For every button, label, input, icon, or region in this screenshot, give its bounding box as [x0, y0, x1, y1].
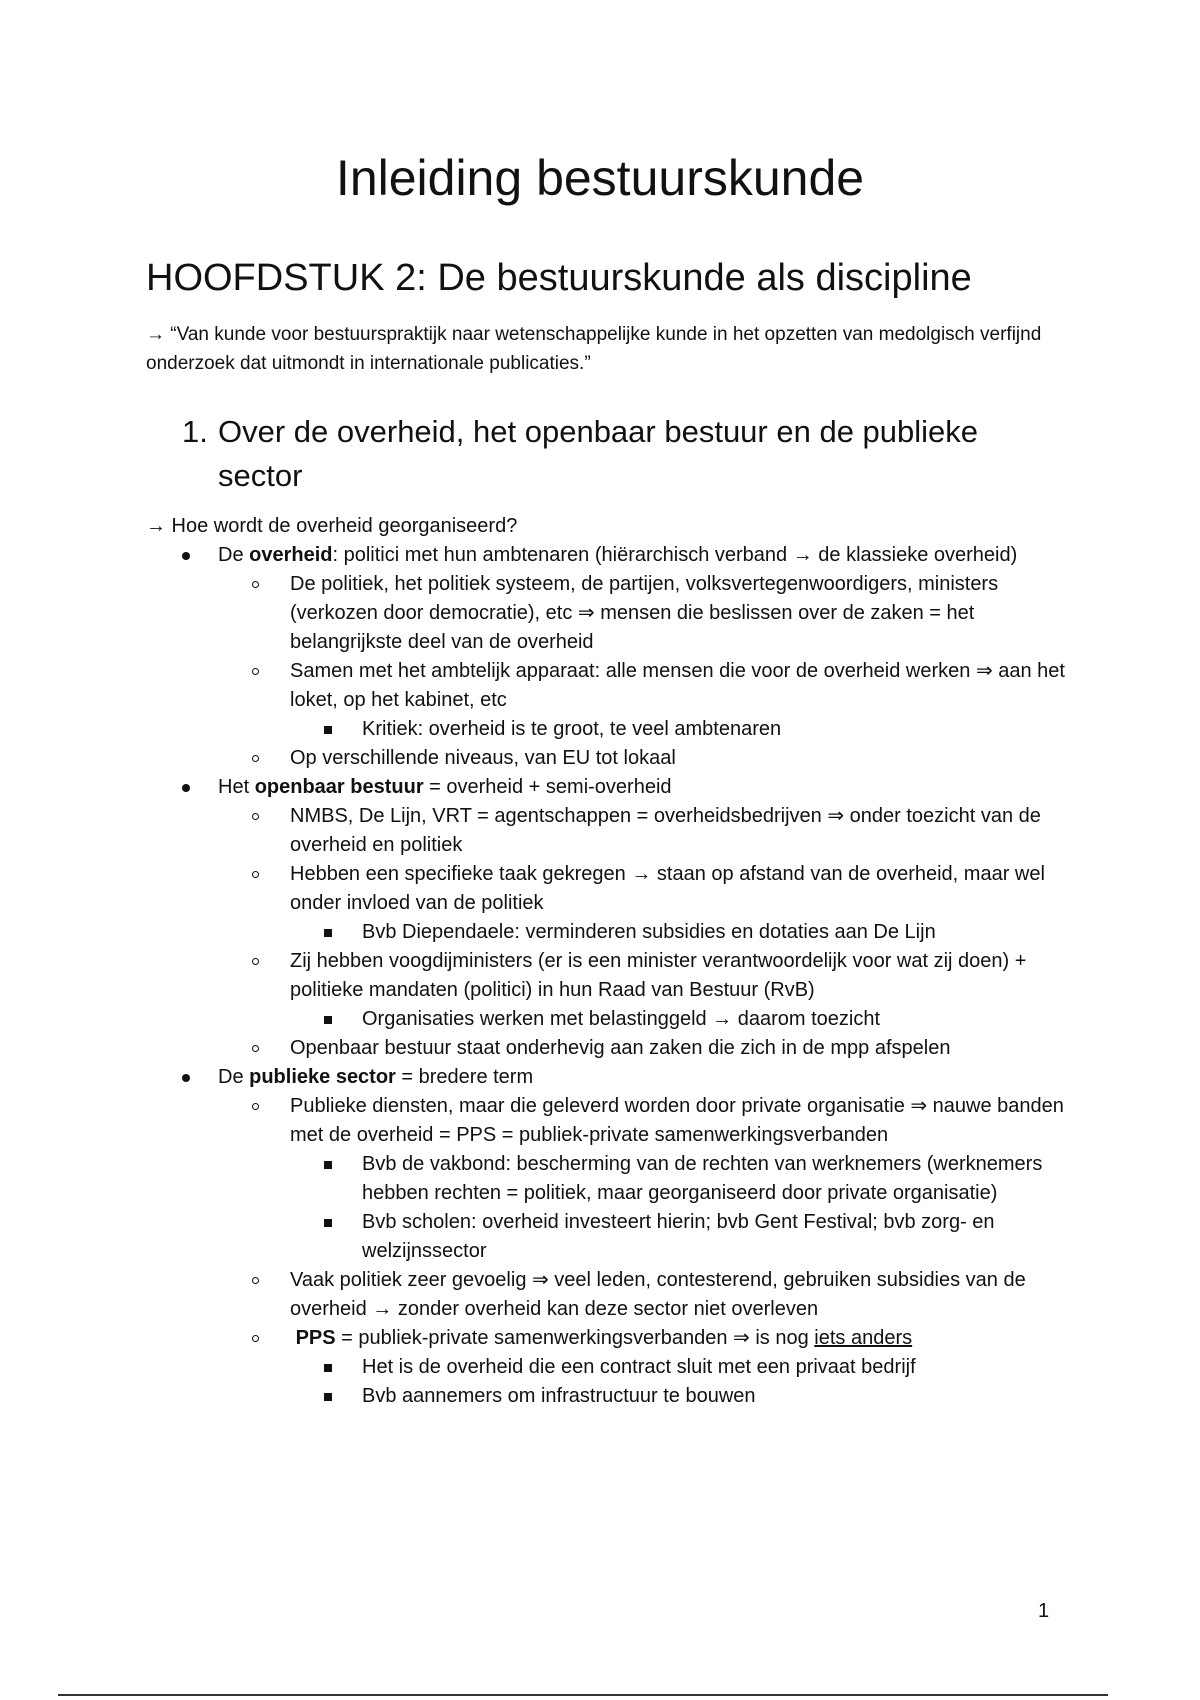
- bullet-square-icon: [324, 726, 332, 734]
- list-item: Bvb scholen: overheid investeert hierin; bvb Gent Festival; bvb zorg- en welzijnssector: [252, 1208, 1086, 1266]
- bullet-square-icon: [324, 1161, 332, 1169]
- chapter-heading: HOOFDSTUK 2: De bestuurskunde als discipline: [146, 257, 972, 299]
- sub-list: [218, 802, 1086, 1063]
- intro-question: → Hoe wordt de overheid georganiseerd?: [146, 515, 518, 537]
- bullet-circle-icon: [252, 1277, 259, 1284]
- bullet-square-icon: [324, 1219, 332, 1227]
- bullet-circle-icon: [252, 581, 259, 588]
- list-item: Organisaties werken met belastinggeld → daarom toezicht: [252, 1005, 1086, 1034]
- list-item: Vaak politiek zeer gevoelig ⇒ veel leden, contesterend, gebruiken subsidies van de overheid → zonder overheid kan deze sector niet overleven: [180, 1266, 1086, 1324]
- section-number: 1.: [182, 414, 208, 449]
- bullet-dot-icon: [182, 784, 190, 792]
- list-item-openbaar-bestuur: Het openbaar bestuur = overheid + semi-overheid NMBS, De Lijn, VRT = agentschappen = overheidsbedrijven ⇒ onder toezicht van de overheid en politiek Hebben een specifieke taak gekregen → staan op afstand van de overheid, maar wel onder invloed van de politiek Bvb Diependaele: verminderen subsidies en dotaties aan De Lijn Zij hebben voogdijministers (er is een minister verantwoordelijk voor wat zij doen) + politieke mandaten (politici) in hun Raad van Bestuur (RvB) Organisaties werken met belastinggeld → daarom toezicht Openbaar bestuur staat onderhevig aan zaken die zich in de mpp afspelen: [146, 773, 1086, 1063]
- bullet-circle-icon: [252, 813, 259, 820]
- list-item: Openbaar bestuur staat onderhevig aan zaken die zich in de mpp afspelen: [180, 1034, 1086, 1063]
- term-openbaar-bestuur: openbaar bestuur: [254, 776, 424, 798]
- bullet-circle-icon: [252, 958, 259, 965]
- term-overheid: overheid: [249, 544, 333, 566]
- bullet-circle-icon: [252, 668, 259, 675]
- list-item: De politiek, het politiek systeem, de partijen, volksvertegenwoordigers, ministers (verkozen door democratie), etc ⇒ mensen die beslissen over de zaken = het belangrijkste deel van de overheid: [180, 570, 1086, 657]
- term-pps: PPS: [295, 1327, 336, 1349]
- section-title-line1: Over de overheid, het openbaar bestuur en de publieke: [218, 414, 979, 449]
- sub-list: [218, 570, 1086, 773]
- chapter-quote: → “Van kunde voor bestuurspraktijk naar wetenschappelijke kunde in het opzetten van medolgisch verfijnd onderzoek dat uitmondt in internationale publicaties.”: [146, 324, 1042, 374]
- section-title-line2: sector: [218, 458, 303, 493]
- sub-sub-list: [290, 1353, 1086, 1411]
- list-item: Hebben een specifieke taak gekregen → staan op afstand van de overheid, maar wel onder invloed van de politiek Bvb Diependaele: verminderen subsidies en dotaties aan De Lijn: [180, 860, 1086, 947]
- term-publieke-sector: publieke sector: [249, 1066, 396, 1088]
- sub-list: [218, 1092, 1086, 1411]
- page-number: 1: [1038, 1600, 1050, 1622]
- list-item-publieke-sector: De publieke sector = bredere term Publieke diensten, maar die geleverd worden door private organisatie ⇒ nauwe banden met de overheid = PPS = publiek-private samenwerkingsverbanden Bvb de vakbond: bescherming van de rechten van werknemers (werknemers hebben rechten = politiek, maar georganiseerd door private organisatie) Bvb scholen: overheid investeert hierin; bvb Gent Festival; bvb zorg- en welzijnssector Vaak politiek zeer gevoelig ⇒ veel leden, contesterend, gebruiken subsidies van de overheid → zonder overheid kan deze sector niet overleven PPS = publiek-private samenwerkingsverbanden ⇒ is nog iets anders Het is de overheid die een contract sluit met een privaat bedrijf Bvb aannemers om infrastructuur te bouwen: [146, 1063, 1086, 1411]
- list-item: Zij hebben voogdijministers (er is een minister verantwoordelijk voor wat zij doen) + politieke mandaten (politici) in hun Raad van Bestuur (RvB) Organisaties werken met belastinggeld → daarom toezicht: [180, 947, 1086, 1034]
- bullet-circle-icon: [252, 871, 259, 878]
- list-item: Bvb de vakbond: bescherming van de rechten van werknemers (werknemers hebben rechten = politiek, maar georganiseerd door private organisatie): [252, 1150, 1086, 1208]
- bullet-circle-icon: [252, 1335, 259, 1342]
- bullet-square-icon: [324, 1393, 332, 1401]
- list-item: Publieke diensten, maar die geleverd worden door private organisatie ⇒ nauwe banden met de overheid = PPS = publiek-private samenwerkingsverbanden Bvb de vakbond: bescherming van de rechten van werknemers (werknemers hebben rechten = politiek, maar georganiseerd door private organisatie) Bvb scholen: overheid investeert hierin; bvb Gent Festival; bvb zorg- en welzijnssector: [180, 1092, 1086, 1266]
- bullet-square-icon: [324, 1364, 332, 1372]
- sub-sub-list: [290, 1005, 1086, 1034]
- list-item: Kritiek: overheid is te groot, te veel ambtenaren: [252, 715, 1086, 744]
- underlined-text: iets anders: [814, 1327, 913, 1349]
- list-item: Op verschillende niveaus, van EU tot lokaal: [180, 744, 1086, 773]
- sub-sub-list: [290, 1150, 1086, 1266]
- bullet-square-icon: [324, 1016, 332, 1024]
- bullet-circle-icon: [252, 1045, 259, 1052]
- sub-sub-list: [290, 715, 1086, 744]
- list-item: Het is de overheid die een contract sluit met een privaat bedrijf: [252, 1353, 1086, 1382]
- footer-divider: [58, 1694, 1108, 1696]
- list-item-pps: PPS = publiek-private samenwerkingsverbanden ⇒ is nog iets anders Het is de overheid die een contract sluit met een privaat bedrijf Bvb aannemers om infrastructuur te bouwen: [180, 1324, 1086, 1411]
- section-heading: [182, 410, 1062, 498]
- list-item-overheid: De overheid: politici met hun ambtenaren (hiërarchisch verband → de klassieke overheid) De politiek, het politiek systeem, de partijen, volksvertegenwoordigers, ministers (verkozen door democratie), etc ⇒ mensen die beslissen over de zaken = het belangrijkste deel van de overheid Samen met het ambtelijk apparaat: alle mensen die voor de overheid werken ⇒ aan het loket, op het kabinet, etc Kritiek: overheid is te groot, te veel ambtenaren Op verschillende niveaus, van EU tot lokaal: [146, 541, 1086, 773]
- list-item: Bvb Diependaele: verminderen subsidies en dotaties aan De Lijn: [252, 918, 1086, 947]
- list-item: Bvb aannemers om infrastructuur te bouwen: [252, 1382, 1086, 1411]
- bullet-dot-icon: [182, 1074, 190, 1082]
- bullet-circle-icon: [252, 1103, 259, 1110]
- bullet-square-icon: [324, 929, 332, 937]
- bullet-dot-icon: [182, 552, 190, 560]
- sub-sub-list: [290, 918, 1086, 947]
- list-item: NMBS, De Lijn, VRT = agentschappen = overheidsbedrijven ⇒ onder toezicht van de overheid en politiek: [180, 802, 1086, 860]
- bullet-list: [146, 541, 1086, 1411]
- list-item: Samen met het ambtelijk apparaat: alle mensen die voor de overheid werken ⇒ aan het loket, op het kabinet, etc Kritiek: overheid is te groot, te veel ambtenaren: [180, 657, 1086, 744]
- document-title: Inleiding bestuurskunde: [335, 150, 865, 206]
- section-content: [146, 512, 1086, 1411]
- bullet-circle-icon: [252, 755, 259, 762]
